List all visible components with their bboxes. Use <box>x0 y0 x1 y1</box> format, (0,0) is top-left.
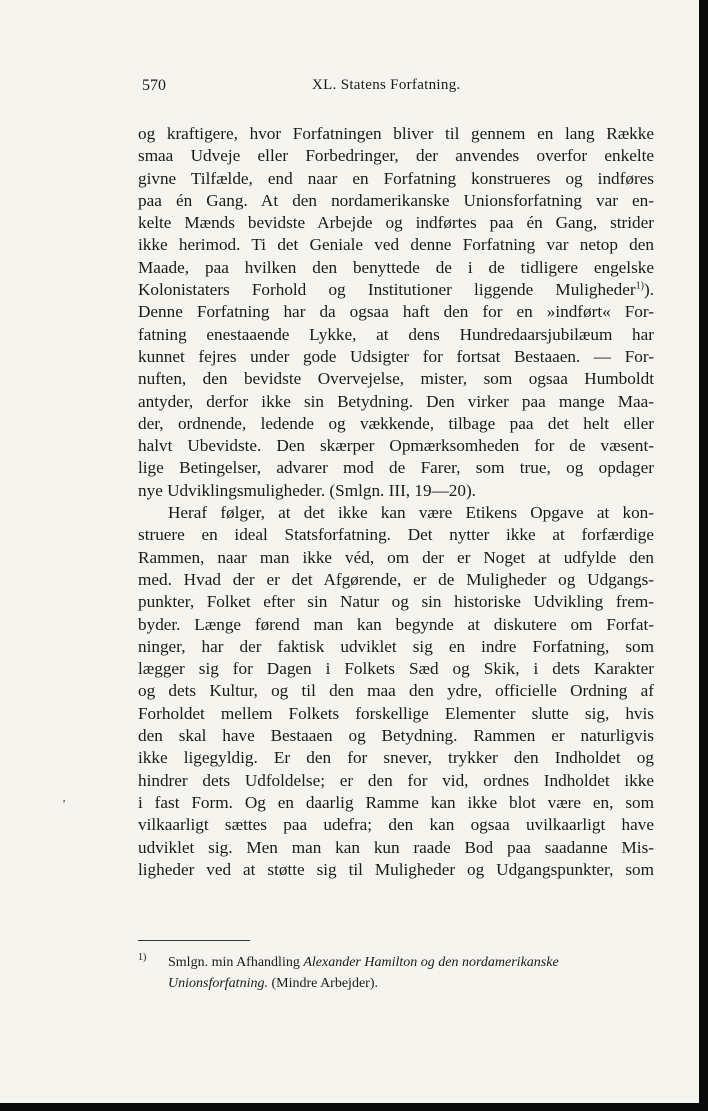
text-line: lægger sig for Dagen i Folkets Sæd og Skik, i dets Karakter <box>138 659 654 679</box>
footnote-text: (Mindre Arbejder). <box>267 976 378 991</box>
text-line: og kraftigere, hvor Forfatningen bliver til gennem en lang Række <box>138 124 654 143</box>
text-line: ikke ligegyldig. Er den for snever, trykker den Indholdet og <box>138 748 654 768</box>
text-line: kelte Mænds bevidste Arbejde og indførtes paa én Gang, strider <box>138 213 654 233</box>
text-line-with-footnote <box>138 279 654 301</box>
text-line: kunnet fejres under gode Udsigter for fortsat Bestaaen. — For- <box>138 346 654 366</box>
text-line: vilkaarligt sættes paa udefra; den kan ogsaa uvilkaarligt have <box>138 815 654 835</box>
text-line: nye Udviklingsmuligheder. (Smlgn. III, 19—20). <box>138 480 476 500</box>
text-line: ninger, har der faktisk udviklet sig en indre Forfatning, som <box>138 636 654 656</box>
text-fragment: ). <box>643 280 654 300</box>
text-line: i fast Form. Og en daarlig Ramme kan ikke blot være en, som <box>138 792 654 812</box>
text-line: halvt Ubevidste. Den skærper Opmærksomheden for de væsent- <box>138 436 654 456</box>
page-number: 570 <box>142 77 166 94</box>
paragraph-1 <box>138 123 654 502</box>
text-line: givne Tilfælde, end naar en Forfatning konstrueres og indføres <box>138 168 654 188</box>
main-text <box>138 123 654 881</box>
text-line: ikke herimod. Ti det Geniale ved denne Forfatning var netop den <box>138 235 654 255</box>
text-line: lige Betingelser, advarer mod de Farer, som true, og opdager <box>138 458 654 478</box>
text-line: struere en ideal Statsforfatning. Det nytter ikke at forfærdige <box>138 525 654 545</box>
text-line: ligheder ved at støtte sig til Muligheder og Udgangspunkter, som <box>138 859 654 879</box>
text-line: hindrer dets Udfoldelse; er den for vid, ordnes Indholdet ikke <box>138 770 654 790</box>
text-line: nuften, den bevidste Overvejelse, mister, som ogsaa Humboldt <box>138 369 654 389</box>
text-line: Forholdet mellem Folkets forskellige Elementer slutte sig, hvis <box>138 703 654 723</box>
text-line: Rammen, naar man ikke véd, om der er Noget at udfylde den <box>138 547 654 567</box>
text-line: Denne Forfatning har da ogsaa haft den for en »indført« For- <box>138 302 654 322</box>
text-fragment: Kolonistaters Forhold og Institutioner liggende Muligheder <box>138 280 636 300</box>
text-line: med. Hvad der er det Afgørende, er de Muligheder og Udgangs- <box>138 569 654 589</box>
text-line: der, ordnende, ledende og vækkende, tilbage paa det helt eller <box>138 413 654 433</box>
text-line: byder. Længe førend man kan begynde at diskutere om Forfat- <box>138 614 654 634</box>
text-line: og dets Kultur, og til den maa den ydre, officielle Ordning af <box>138 681 654 701</box>
text-line: antyder, derfor ikke sin Betydning. Den virker paa mange Maa- <box>138 391 654 411</box>
footnote-line: $^{1)}$ Smlgn. min Afhandling Alexander Hamilton og den nordamerikanske <box>138 952 559 970</box>
margin-mark: ‚ <box>62 790 66 804</box>
running-title: XL. Statens Forfatning. <box>312 77 461 93</box>
page-header <box>138 77 654 101</box>
text-line: smaa Udveje eller Forbedringer, der anvendes overfor enkelte <box>138 146 654 166</box>
footnote-line <box>138 973 654 994</box>
footnote-divider <box>138 940 250 941</box>
text-line: fatning enestaaende Lykke, at dens Hundredaarsjubilæum har <box>138 324 654 344</box>
footnote-text: Smlgn. min Afhandling <box>168 955 304 970</box>
text-line: Maade, paa hvilken den benyttede de i de tidligere engelske <box>138 257 654 277</box>
footnote-title-cont: Unionsforfatning. <box>168 976 268 991</box>
text-line: punkter, Folket efter sin Natur og sin historiske Udvikling frem- <box>138 592 654 612</box>
footnote-reference: 1) <box>635 280 644 292</box>
text-line: udviklet sig. Men man kan kun raade Bod paa saadanne Mis- <box>138 837 654 857</box>
paragraph-2 <box>138 502 654 881</box>
footnote-title: Alexander Hamilton og den nordamerikanske <box>303 955 559 970</box>
text-line: paa én Gang. At den nordamerikanske Unionsforfatning var en- <box>138 190 654 210</box>
footnote <box>138 952 654 994</box>
text-line: den skal have Bestaaen og Betydning. Rammen er naturligvis <box>138 726 654 746</box>
text-line: Heraf følger, at det ikke kan være Etikens Opgave at kon- <box>168 503 654 523</box>
